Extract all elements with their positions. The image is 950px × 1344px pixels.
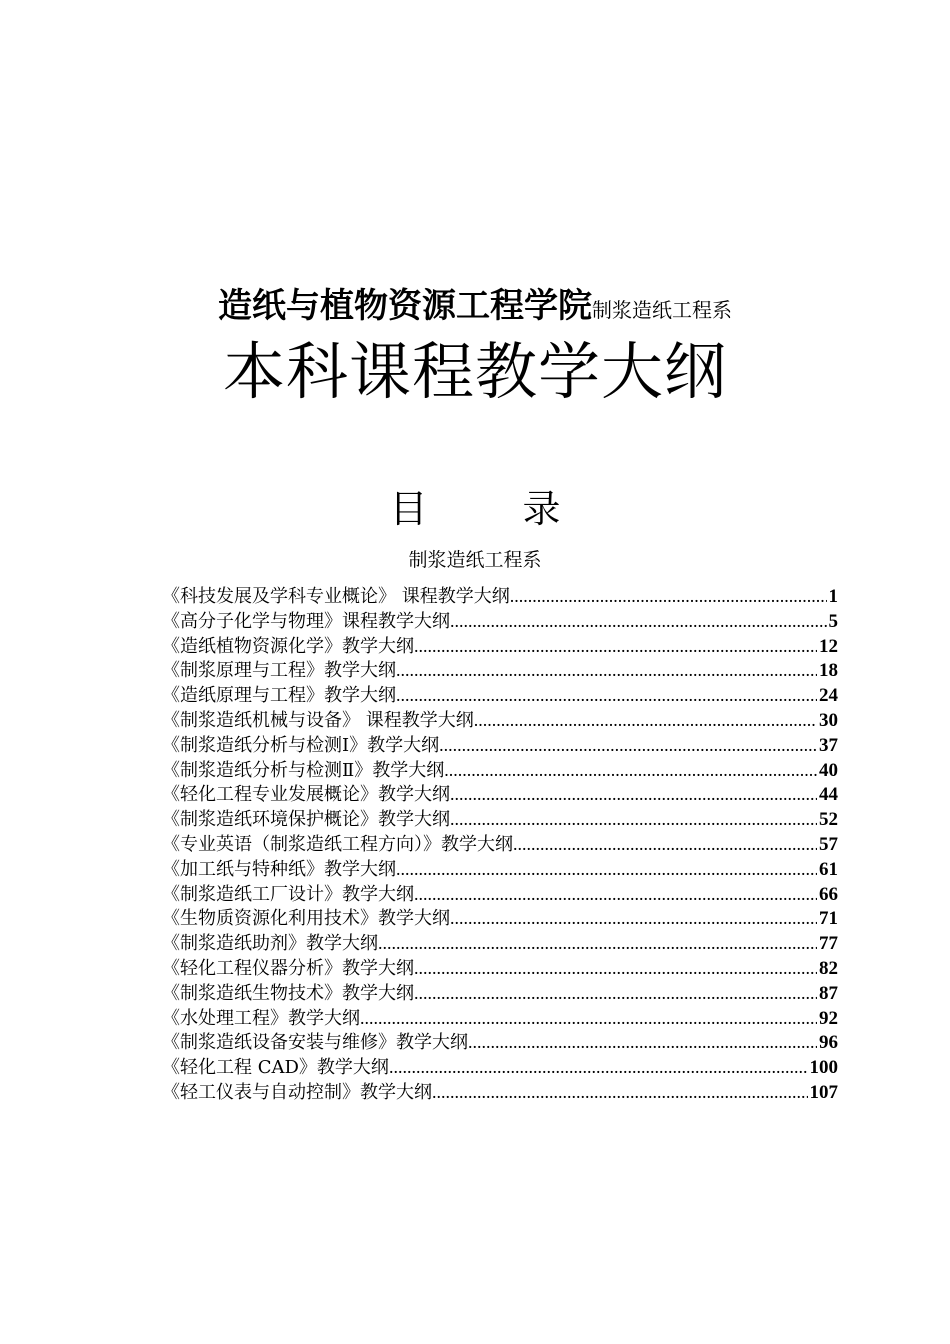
toc-entry-title: 《制浆造纸生物技术》教学大纲 [162,982,414,1004]
toc-entry-page: 5 [828,610,838,632]
toc-entry-title: 《生物质资源化利用技术》教学大纲 [162,908,450,930]
toc-entry-title: 《水处理工程》教学大纲 [162,1007,360,1029]
toc-entry-leader [378,931,817,956]
toc-entry-title: 《制浆造纸机械与设备》 课程教学大纲 [162,709,474,731]
toc-entry-title: 《加工纸与特种纸》教学大纲 [162,858,396,880]
department-name: 制浆造纸工程系 [592,298,732,322]
toc-entry[interactable] [162,857,838,882]
toc-entry-leader [439,733,817,758]
toc-entry-page: 1 [828,586,838,607]
toc-entry[interactable] [162,807,838,832]
college-name: 造纸与植物资源工程学院 [218,286,592,326]
toc-entry-title: 《制浆原理与工程》教学大纲 [162,660,396,682]
toc-entry-leader [474,708,817,733]
toc-entry-leader [432,1080,808,1105]
toc-heading [0,478,950,533]
toc-entry[interactable] [162,956,838,981]
toc-entry-page: 100 [809,1057,838,1079]
header-line [0,278,950,327]
toc-entry-page: 87 [819,982,838,1004]
toc-entry-page: 57 [819,833,838,855]
toc-entry-leader [396,857,817,882]
toc-entry-page: 30 [819,709,838,731]
toc-entry[interactable] [162,584,838,609]
toc-heading-left: 目 [389,487,428,531]
toc-entry-title: 《制浆造纸助剂》教学大纲 [162,933,378,955]
toc-entry-page: 24 [819,685,838,707]
toc-entry[interactable] [162,708,838,733]
toc-entry-title: 《轻工仪表与自动控制》教学大纲 [162,1081,432,1103]
toc-entry[interactable] [162,981,838,1006]
toc-entry-leader [389,1055,808,1080]
toc-entry-title: 《轻化工程仪器分析》教学大纲 [162,957,414,979]
toc-entry[interactable] [162,832,838,857]
toc-entry[interactable] [162,1006,838,1031]
toc-entry[interactable] [162,658,838,683]
toc-entry[interactable] [162,782,838,807]
toc-entry-page: 66 [819,883,838,905]
toc-entry[interactable] [162,683,838,708]
toc-entry-page: 107 [809,1081,838,1103]
table-of-contents [162,584,838,1105]
toc-entry-leader [360,1006,817,1031]
toc-entry-page: 44 [819,784,838,806]
toc-entry-title: 《制浆造纸分析与检测Ⅰ》教学大纲 [162,734,440,756]
toc-entry-title: 《科技发展及学科专业概论》 课程教学大纲 [162,586,510,607]
toc-entry-title: 《制浆造纸环境保护概论》教学大纲 [162,809,450,831]
toc-entry-page: 77 [819,933,838,955]
toc-entry-leader [414,956,817,981]
toc-entry-leader [468,1030,817,1055]
toc-entry-leader [396,658,817,683]
toc-entry-page: 61 [819,858,838,880]
toc-entry-page: 71 [819,908,838,930]
toc-entry[interactable] [162,634,838,659]
toc-entry-title: 《专业英语（制浆造纸工程方向）》教学大纲 [162,833,513,855]
toc-entry-page: 40 [819,759,838,781]
toc-entry-title: 《制浆造纸设备安装与维修》教学大纲 [162,1032,468,1054]
toc-entry-leader [414,882,817,907]
toc-entry-title: 《造纸原理与工程》教学大纲 [162,685,396,707]
toc-entry-title: 《制浆造纸分析与检测Ⅱ》教学大纲 [162,759,445,781]
toc-entry-leader [450,807,817,832]
toc-entry-page: 12 [819,635,838,657]
toc-entry-leader [450,609,827,634]
toc-entry[interactable] [162,733,838,758]
toc-entry-leader [414,981,817,1006]
toc-entry-leader [450,782,817,807]
toc-entry[interactable] [162,1080,838,1105]
toc-entry-leader [510,584,827,609]
toc-entry-page: 52 [819,809,838,831]
toc-entry-title: 《高分子化学与物理》课程教学大纲 [162,610,450,632]
toc-entry-page: 96 [819,1032,838,1054]
toc-entry-page: 92 [819,1007,838,1029]
toc-entry[interactable] [162,882,838,907]
toc-entry-leader [444,758,817,783]
toc-entry[interactable] [162,931,838,956]
toc-entry-title: 《轻化工程 CAD》教学大纲 [162,1057,389,1079]
toc-entry-leader [414,634,817,659]
toc-entry[interactable] [162,758,838,783]
toc-entry[interactable] [162,906,838,931]
toc-entry-title: 《轻化工程专业发展概论》教学大纲 [162,784,450,806]
toc-department: 制浆造纸工程系 [408,549,542,571]
toc-heading-right: 录 [522,487,561,531]
toc-entry-page: 82 [819,957,838,979]
toc-entry-title: 《造纸植物资源化学》教学大纲 [162,635,414,657]
toc-entry-leader [396,683,817,708]
toc-entry-page: 37 [819,734,838,756]
toc-entry[interactable] [162,1030,838,1055]
toc-entry-leader [450,906,817,931]
toc-entry-page: 18 [819,660,838,682]
toc-entry-title: 《制浆造纸工厂设计》教学大纲 [162,883,414,905]
toc-entry-leader [513,832,817,857]
toc-entry[interactable] [162,609,838,634]
document-title: 本科课程教学大纲 [222,335,727,408]
toc-entry[interactable] [162,1055,838,1080]
